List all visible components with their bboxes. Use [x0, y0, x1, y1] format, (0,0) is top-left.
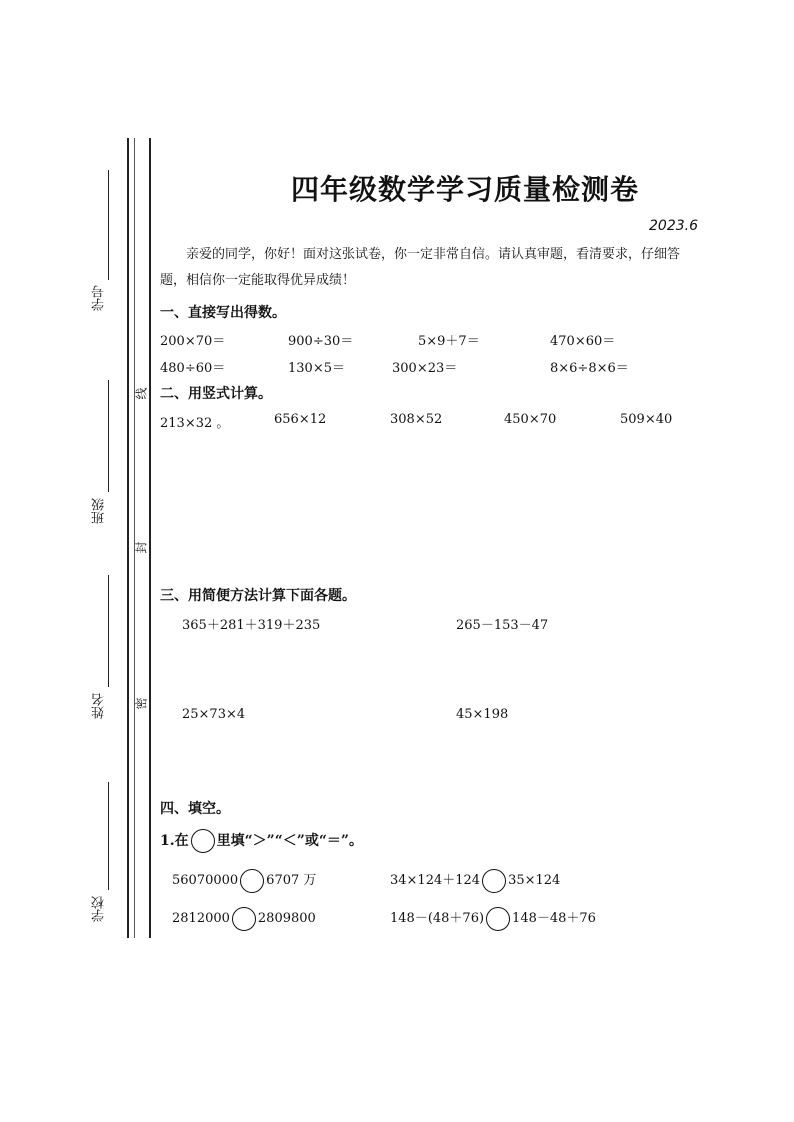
comparison-left: 34×124＋124: [390, 873, 481, 888]
section2-item[interactable]: 308×52: [390, 412, 443, 427]
section1-row-1: [160, 330, 720, 352]
section1-item[interactable]: 5×9＋7＝: [418, 334, 480, 349]
name-underline: [108, 575, 109, 687]
comparison-item: [390, 868, 560, 894]
comparison-right: 35×124: [508, 873, 561, 888]
section1-item[interactable]: 900÷30＝: [288, 334, 354, 349]
section1-item[interactable]: 480÷60＝: [160, 361, 226, 376]
section4-q1: [160, 828, 363, 854]
comparison-left: 148－(48＋76): [390, 911, 485, 926]
section1-item[interactable]: 130×5＝: [288, 361, 345, 376]
name-field[interactable]: [92, 575, 122, 735]
seal-char-secret: 密: [135, 697, 147, 711]
comparison-right: 2809800: [257, 911, 316, 926]
class-field[interactable]: [92, 380, 122, 540]
section1-item[interactable]: 8×6÷8×6＝: [550, 361, 629, 376]
class-underline: [108, 380, 109, 492]
comparison-right: 6707 万: [266, 873, 317, 888]
seal-char-line: 线: [135, 387, 147, 401]
section4-title: 四、填空。: [160, 801, 230, 817]
answer-circle-icon: [191, 829, 215, 853]
comparison-left: 56070000: [172, 873, 239, 888]
section1-title: 一、直接写出得数。: [160, 305, 286, 321]
school-field[interactable]: [92, 782, 122, 932]
binding-line-dashed: [134, 138, 135, 938]
answer-circle[interactable]: [232, 907, 256, 931]
comparison-item: [172, 868, 316, 894]
q1-prefix: 1.在: [160, 833, 189, 849]
school-underline: [108, 782, 109, 890]
seal-char-seal: 封: [135, 541, 147, 555]
section3-title: 三、用简便方法计算下面各题。: [160, 588, 356, 604]
section1-item[interactable]: 470×60＝: [550, 334, 616, 349]
answer-circle[interactable]: [486, 907, 510, 931]
section3-item[interactable]: 25×73×4: [182, 707, 246, 722]
section2-title: 二、用竖式计算。: [160, 386, 272, 402]
comparison-left: 2812000: [172, 911, 230, 926]
comparison-right: 148－48＋76: [512, 911, 596, 926]
section2-item[interactable]: 213×32 。: [160, 416, 230, 431]
section2-item[interactable]: 656×12: [274, 412, 327, 427]
section3-item[interactable]: 365＋281＋319＋235: [182, 618, 321, 633]
comparison-item: [172, 906, 316, 932]
page-title: 四年级数学学习质量检测卷: [290, 173, 639, 206]
comparison-item: [390, 906, 596, 932]
exam-date: 2023.6: [649, 218, 698, 234]
section1-item[interactable]: 200×70＝: [160, 334, 226, 349]
student-id-field[interactable]: [92, 170, 122, 320]
answer-circle[interactable]: [482, 869, 506, 893]
q1-suffix: 里填“＞”“＜”或“＝”。: [216, 833, 363, 849]
section2-item[interactable]: 450×70: [504, 412, 557, 427]
intro-text: 亲爱的同学，你好！面对这张试卷，你一定非常自信。请认真审题，看清要求，仔细答题，相信你一定能取得优异成绩！: [160, 247, 681, 288]
name-label: 姓名: [92, 693, 107, 719]
student-id-label: 学号: [92, 285, 107, 311]
binding-line-outer: [127, 138, 129, 938]
school-label: 学校: [92, 896, 107, 922]
section3-item[interactable]: 265－153－47: [456, 618, 549, 633]
section3-item[interactable]: 45×198: [456, 707, 509, 722]
student-id-underline: [108, 170, 109, 280]
binding-line-inner: [149, 138, 151, 938]
section1-item[interactable]: 300×23＝: [392, 361, 458, 376]
section2-item[interactable]: 509×40: [620, 412, 673, 427]
section2-row: [160, 412, 720, 434]
section1-row-2: [160, 357, 720, 379]
answer-circle[interactable]: [240, 869, 264, 893]
class-label: 班级: [92, 498, 107, 524]
